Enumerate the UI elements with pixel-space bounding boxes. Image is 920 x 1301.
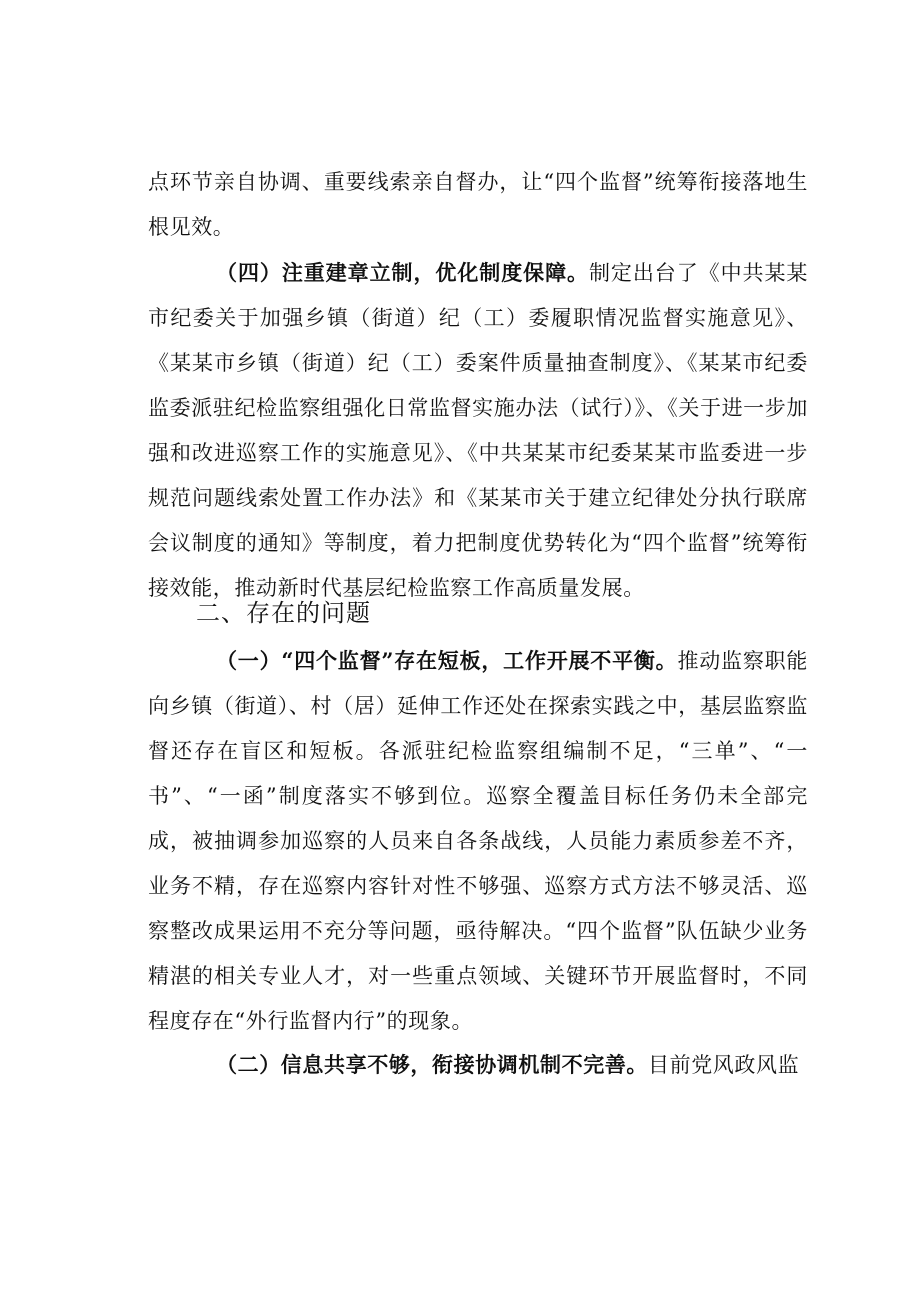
- paragraph-problem-1: [148, 638, 808, 1044]
- paragraph-continuation: [148, 160, 808, 250]
- section-heading: 二、存在的问题: [196, 599, 371, 627]
- paragraph-text: 点环节亲自协调、重要线索亲自督办，让“四个监督”统筹衔接落地生根见效。: [148, 170, 808, 239]
- paragraph-lead: （二）信息共享不够，衔接协调机制不完善。: [216, 1052, 648, 1077]
- paragraph-problem-2: [148, 1042, 808, 1088]
- paragraph-text: 推动监察职能向乡镇（街道）、村（居）延伸工作还处在探索实践之中，基层监察监督还存在盲区和短板。各派驻纪检监察组编制不足，“三单”、“一书”、“一函”制度落实不够到位。巡察全覆盖目标任务仍未全部完成，被抽调参加巡察的人员来自各条战线，人员能力素质参差不齐，业务不精，存在巡察内容针对性不够强、巡察方式方法不够灵活、巡察整改成果运用不充分等问题，亟待解决。“四个监督”队伍缺少业务精湛的相关专业人才，对一些重点领域、关键环节开展监督时，不同程度存在“外行监督内行”的现象。: [148, 649, 808, 1033]
- paragraph-text: 制定出台了《中共某某市纪委关于加强乡镇（街道）纪（工）委履职情况监督实施意见》、《某某市乡镇（街道）纪（工）委案件质量抽查制度》、《某某市纪委监委派驻纪检监察组强化日常监督实施办法（试行）》、《关于进一步加强和改进巡察工作的实施意见》、《中共某某市纪委某某市监委进一步规范问题线索处置工作办法》和《某某市关于建立纪律处分执行联席会议制度的通知》等制度，着力把制度优势转化为“四个监督”统筹衔接效能，推动新时代基层纪检监察工作高质量发展。: [148, 261, 808, 600]
- paragraph-text: 目前党风政风监: [648, 1053, 800, 1077]
- paragraph-lead: （一）“四个监督”存在短板，工作开展不平衡。: [216, 648, 678, 673]
- paragraph-lead: （四）注重建章立制，优化制度保障。: [216, 260, 589, 285]
- paragraph-section-4: [148, 250, 808, 611]
